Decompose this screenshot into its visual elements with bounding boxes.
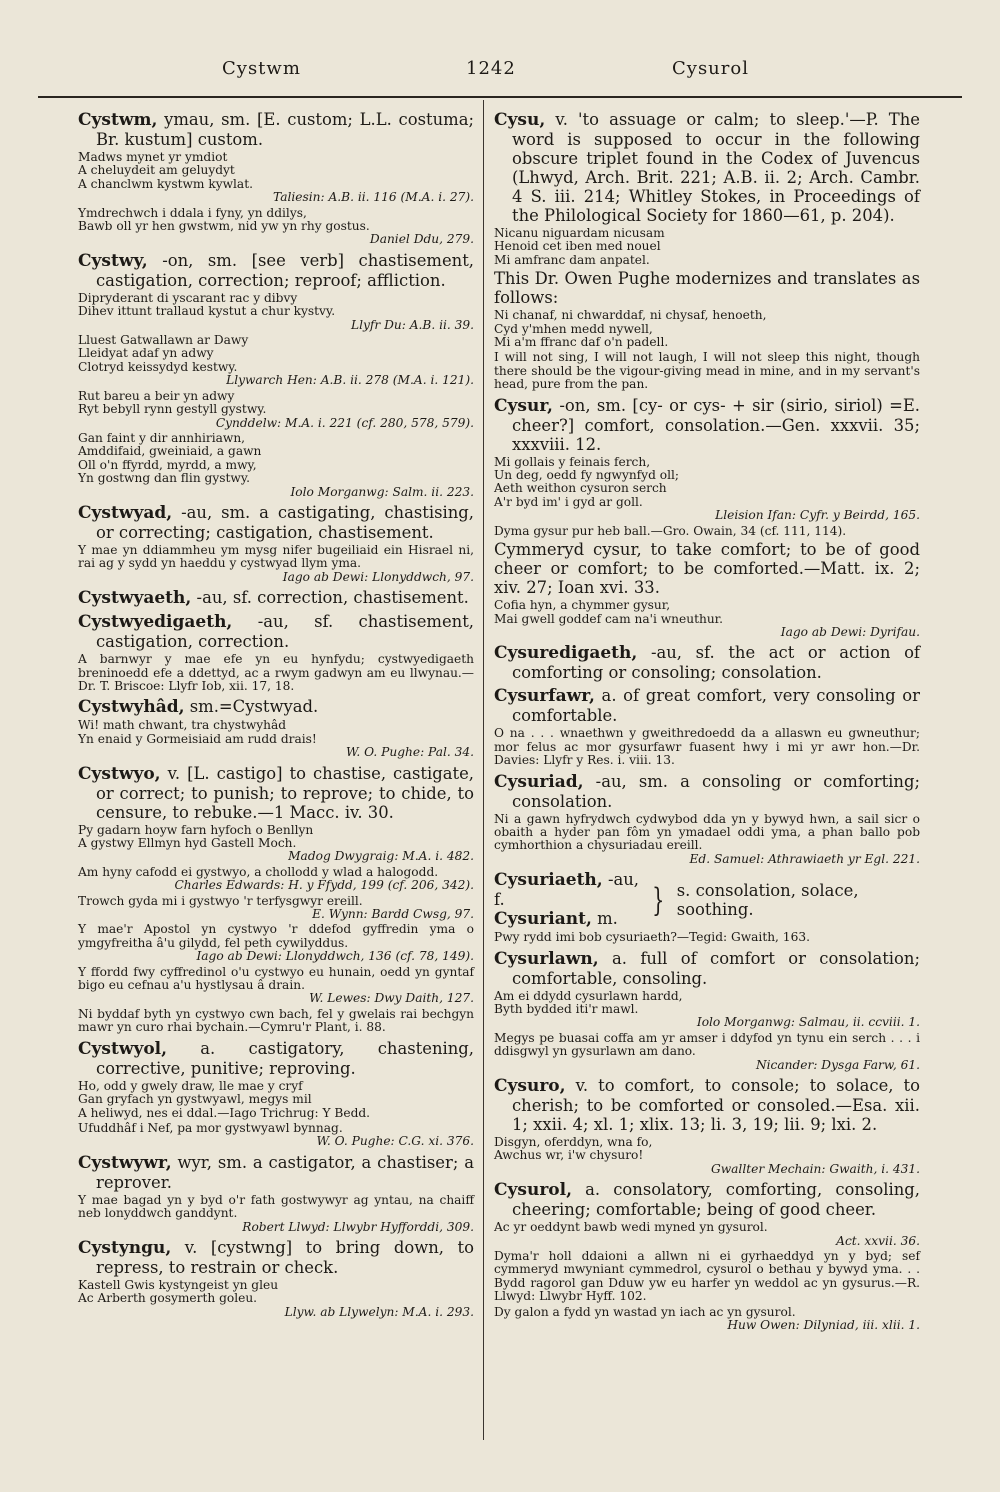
- grammar: m.: [597, 909, 618, 929]
- column-divider: [483, 100, 484, 1440]
- quotation: [78, 966, 474, 1006]
- citation: Gwallter Mechain: Gwaith, i. 431.: [710, 1161, 920, 1176]
- definition: -au, sf. the act or action of comforting or consoling; consolation.: [512, 643, 920, 683]
- headword: Cysuredigaeth,: [494, 643, 638, 664]
- quotation-line: Megys pe buasai coffa am yr amser i ddyfod yn tynu ein serch . . . i ddisgwyl yn gysurlawn am dano.: [494, 1030, 920, 1059]
- quotation-line: Am ei ddydd cysurlawn hardd,: [494, 988, 683, 1003]
- quotation: [78, 1122, 474, 1149]
- quotation-line: Disgyn, oferddyn, wna fo,: [494, 1135, 653, 1149]
- definition: v. [cystwng] to bring down, to repress, to restrain or check.: [96, 1237, 474, 1277]
- quotation: [494, 931, 920, 944]
- quotation: [78, 390, 474, 430]
- dictionary-entry: [494, 949, 920, 988]
- headword: Cystwyhâd,: [78, 697, 185, 718]
- dictionary-entry: [494, 1180, 920, 1219]
- quotation-line: Ymdrechwch i ddala i fyny, yn ddilys,: [78, 205, 307, 220]
- headword-row: [494, 870, 642, 909]
- quotation-line: Ufuddhâf i Nef, pa mor gystwyawl bynnag.: [78, 1120, 343, 1135]
- quotation: [78, 923, 474, 963]
- quotation: [494, 351, 920, 391]
- quotation: [78, 653, 474, 693]
- quotation-line: Y mae yn ddiammheu ym mysg nifer bugeiliaid ein Hisrael ni, rai ag y sydd yn haeddu y cystwyad llym yma.: [78, 542, 474, 571]
- quotation-line: A barnwyr y mae efe yn eu hynfydu; cystwyedigaeth breninoedd efe a ddettyd, ac a rwym gadwyn am eu llwynau.—Dr. T. Briscoe: Llyfr Iob, xii. 17, 18.: [78, 652, 474, 693]
- header-rule: [38, 96, 962, 98]
- citation: Taliesin: A.B. ii. 116 (M.A. i. 27).: [273, 190, 474, 205]
- quotation: [78, 544, 474, 584]
- headword: Cysurfawr,: [494, 686, 595, 707]
- quotation-line: Dihev ittunt trallaud kystut a chur kystvy.: [78, 304, 336, 319]
- dictionary-entry: [78, 588, 474, 608]
- entry-note: This Dr. Owen Pughe modernizes and translates as follows:: [494, 269, 920, 308]
- citation: Llywarch Hen: A.B. ii. 278 (M.A. i. 121).: [226, 373, 474, 388]
- quotation: [494, 309, 920, 349]
- quotation: [78, 151, 474, 205]
- quotation: [78, 1008, 474, 1035]
- dictionary-entry: [78, 110, 474, 149]
- quotation-line: Y ffordd fwy cyffredinol o'u cystwyo eu hunain, oedd yn gyntaf bigo eu cefnau a'u hystlysau â drain.: [78, 964, 474, 993]
- headword: Cystwy,: [78, 250, 148, 271]
- headword: Cystwyo,: [78, 763, 161, 784]
- quotation: [78, 1194, 474, 1234]
- definition: -au, sm. a consoling or comforting; consolation.: [512, 771, 920, 811]
- quotation-line: Dipryderant di yscarant rac y dibvy: [78, 290, 298, 305]
- quotation: [78, 1279, 474, 1319]
- dictionary-entry: [78, 503, 474, 542]
- dictionary-entry: [78, 1153, 474, 1192]
- quotation-line: Ni a gawn hyfrydwch cydwybod dda yn y bywyd hwn, a sail sicr o obaith a hyder pan fôm yn ymadael oddi yma, a phan ballo pob cymhorthion a chysuriadau ereill.: [494, 811, 920, 853]
- headword: Cystwyaeth,: [78, 588, 192, 609]
- quotation-line: Mi a'm ffranc daf o'n padell.: [494, 335, 669, 350]
- definition: -au, sf. chastisement, castigation, correction.: [96, 612, 474, 652]
- quotation-line: Y mae bagad yn y byd o'r fath gostwywyr ag yntau, na chaiff neb lonyddwch ganddynt.: [78, 1192, 474, 1221]
- dictionary-entry: [494, 1076, 920, 1134]
- grammar: -au, f.: [494, 870, 640, 910]
- page-number: 1242: [466, 58, 516, 79]
- quotation-line: A'r byd im' i gyd ar goll.: [494, 494, 643, 509]
- quotation: [494, 1136, 920, 1176]
- citation: Huw Owen: Dilyniad, iii. xlii. 1.: [727, 1318, 920, 1333]
- quotation-line: Pwy rydd imi bob cysuriaeth?—Tegid: Gwaith, 163.: [494, 930, 810, 945]
- quotation-line: Cofia hyn, a chymmer gysur,: [494, 598, 671, 613]
- quotation-line: O na . . . wnaethwn y gweithredoedd da a allaswn eu gwneuthur; mor felus ac mor gysurfawr fuasent hwy i mi yr awr hon.—Dr. Davies: Llyfr y Res. i. viii. 13.: [494, 726, 920, 768]
- quotation-line: Gan gryfach yn gystwyawl, megys mil: [78, 1092, 312, 1107]
- quotation-line: Nicanu niguardam nicusam: [494, 226, 665, 240]
- citation: Iago ab Dewi: Llonyddwch, 136 (cf. 78, 149).: [196, 949, 474, 964]
- citation: Iago ab Dewi: Dyrifau.: [780, 624, 920, 639]
- quotation: [494, 1032, 920, 1072]
- quotation: [494, 1250, 920, 1304]
- quotation: [494, 990, 920, 1030]
- quotation-line: I will not sing, I will not laugh, I will not sleep this night, though there should be the vigour-giving mead in mine, and in my servant's head, pure from the pan.: [494, 350, 920, 392]
- quotation-line: Un deg, oedd fy ngwynfyd oll;: [494, 468, 679, 483]
- citation: Cynddelw: M.A. i. 221 (cf. 280, 578, 579).: [215, 415, 474, 430]
- dictionary-entry: [78, 251, 474, 290]
- paired-headwords: [494, 870, 642, 929]
- quotation-line: Awchus wr, i'w chysuro!: [494, 1148, 644, 1163]
- headword: Cysurol,: [494, 1180, 573, 1201]
- quotation: [494, 525, 920, 538]
- quotation-line: Ac Arberth gosymerth goleu.: [78, 1291, 258, 1306]
- quotation: [494, 227, 920, 267]
- dictionary-entry: [78, 612, 474, 651]
- quotation-line: A heliwyd, nes ei ddal.—Iago Trichrug: Y Bedd.: [78, 1105, 371, 1120]
- headword: Cysuriant,: [494, 909, 592, 930]
- quotation-line: Dyma gysur pur heb ball.—Gro. Owain, 34 (cf. 111, 114).: [494, 523, 847, 538]
- definition: a. castigatory, chastening, corrective, punitive; reproving.: [96, 1038, 474, 1078]
- quotation-line: Bawb oll yr hen gwstwm, nid yw yn rhy gostus.: [78, 219, 370, 234]
- citation: E. Wynn: Bardd Cwsg, 97.: [312, 907, 474, 922]
- quotation: [494, 1221, 920, 1248]
- dictionary-entry: [494, 772, 920, 811]
- quotation-line: Am hyny cafodd ei gystwyo, a chollodd y wlad a halogodd.: [78, 864, 439, 879]
- quotation-line: Trowch gyda mi i gystwyo 'r terfysgwyr ereill.: [78, 893, 363, 908]
- headword: Cystwywr,: [78, 1152, 172, 1173]
- citation: Charles Edwards: H. y Ffydd, 199 (cf. 206, 342).: [174, 878, 474, 893]
- quotation-line: Ni byddaf byth yn cystwyo cwn bach, fel y gwelais rai bechgyn mawr yn curo rhai bychain.—Cymru'r Plant, i. 88.: [78, 1006, 474, 1035]
- quotation-line: Yn enaid y Gormeisiaid am rudd drais!: [78, 731, 317, 746]
- citation: Ed. Samuel: Athrawiaeth yr Egl. 221.: [689, 851, 920, 866]
- definition: a. consolatory, comforting, consoling, cheering; comfortable; being of good cheer.: [512, 1180, 920, 1220]
- dictionary-entry: [78, 1238, 474, 1277]
- quotation: [78, 432, 474, 499]
- quotation-line: Y mae'r Apostol yn cystwyo 'r ddefod gyffredin yma o ymgyfreitha â'u gilydd, fel peth cywilyddus.: [78, 922, 474, 950]
- citation: Act. xxvii. 36.: [836, 1233, 920, 1248]
- quotation: [494, 1306, 920, 1333]
- definition: v. 'to assuage or calm; to sleep.'—P. The word is supposed to occur in the following obscure triplet found in the Codex of Juvencus (Lhwyd, Arch. Brit. 221; A.B. ii. 2; Arch. Cambr. 4 S. iii. 214; Whitley Stokes, in Proceedings of the Philological Society for 1860—61, p. 204).: [512, 110, 920, 225]
- quotation: [78, 866, 474, 893]
- citation: Iago ab Dewi: Llonyddwch, 97.: [282, 569, 474, 584]
- quotation-line: Mi amfranc dam anpatel.: [494, 252, 650, 267]
- citation: W. Lewes: Dwy Daith, 127.: [309, 991, 474, 1006]
- dictionary-entry: [494, 396, 920, 454]
- quotation-line: Py gadarn hoyw farn hyfoch o Benllyn: [78, 822, 314, 837]
- quotation-line: Yn gostwng dan flin gystwy.: [78, 471, 250, 486]
- quotation-line: A cheluydeit am geluydyt: [78, 163, 235, 178]
- quotation-line: Lleidyat adaf yn adwy: [78, 346, 214, 361]
- quotation-line: Mi gollais y feinais ferch,: [494, 454, 651, 469]
- definition: v. [L. castigo] to chastise, castigate, or correct; to punish; to reprove; to chide, to censure, to rebuke.—1 Macc. iv. 30.: [96, 763, 474, 822]
- quotation-line: Ni chanaf, ni chwarddaf, ni chysaf, henoeth,: [494, 308, 767, 323]
- quotation: [494, 813, 920, 867]
- running-head-left: Cystwm: [222, 58, 301, 79]
- definition: -au, sf. correction, chastisement.: [196, 588, 469, 608]
- quotation-line: Aeth weithon cysuron serch: [494, 481, 667, 496]
- quotation-line: Cyd y'mhen medd nywell,: [494, 321, 653, 336]
- definition: s. consolation, solace, soothing.: [676, 880, 859, 919]
- citation: W. O. Pughe: C.G. xi. 376.: [316, 1134, 474, 1149]
- quotation: [78, 1080, 474, 1120]
- headword: Cysu,: [494, 110, 546, 130]
- quotation: [494, 599, 920, 639]
- citation: Madog Dwygraig: M.A. i. 482.: [288, 849, 474, 864]
- quotation: [78, 292, 474, 332]
- quotation-line: Gan faint y dir annhiriawn,: [78, 430, 246, 445]
- quotation-line: Lluest Gatwallawn ar Dawy: [78, 333, 249, 348]
- quotation-line: Kastell Gwis kystyngeist yn gleu: [78, 1277, 279, 1292]
- quotation-line: Ac yr oeddynt bawb wedi myned yn gysurol.: [494, 1220, 768, 1235]
- brace: }: [652, 880, 665, 919]
- definition: v. to comfort, to console; to solace, to cherish; to be comforted or consoled.—Esa. xii. 1; xxii. 4; xl. 1; xlix. 13; li. 3, 19; lii. 9; lxi. 2.: [512, 1076, 920, 1134]
- citation: Robert Llwyd: Llwybr Hyfforddi, 309.: [242, 1219, 474, 1234]
- quotation-line: Dy galon a fydd yn wastad yn iach ac yn gysurol.: [494, 1304, 796, 1319]
- quotation-line: Madws mynet yr ymdiot: [78, 150, 228, 164]
- citation: Llyw. ab Llywelyn: M.A. i. 293.: [284, 1304, 474, 1319]
- quotation: [78, 719, 474, 759]
- quotation-line: Henoid cet iben med nouel: [494, 239, 661, 254]
- quotation-line: Byth bydded iti'r mawl.: [494, 1001, 639, 1016]
- citation: Llyfr Du: A.B. ii. 39.: [351, 317, 474, 332]
- left-column: [78, 106, 474, 1321]
- quotation-line: Wi! math chwant, tra chystwyhâd: [78, 718, 287, 733]
- headword: Cysurlawn,: [494, 948, 599, 969]
- definition: -on, sm. [cy- or cys- + sir (sirio, siriol) =E. cheer?] comfort, consolation.—Gen. xxxvii. 35; xxxviii. 12.: [512, 395, 920, 454]
- quotation-line: Ho, odd y gwely draw, lle mae y cryf: [78, 1078, 303, 1093]
- dictionary-entry: [78, 764, 474, 822]
- headword: Cysuriaeth,: [494, 870, 603, 891]
- definition: a. of great comfort, very consoling or comfortable.: [512, 686, 920, 726]
- quotation-line: Oll o'n ffyrdd, myrdd, a mwy,: [78, 457, 257, 472]
- quotation-line: A chanclwm kystwm kywlat.: [78, 176, 253, 191]
- quotation: [78, 824, 474, 864]
- citation: W. O. Pughe: Pal. 34.: [345, 745, 474, 760]
- quotation-line: Ryt bebyll rynn gestyll gystwy.: [78, 402, 267, 417]
- citation: Lleision Ifan: Cyfr. y Beirdd, 165.: [715, 508, 920, 523]
- dictionary-entry: [494, 110, 920, 225]
- right-column: [494, 106, 920, 1334]
- running-head-right: Cysurol: [672, 58, 749, 79]
- headword: Cystwyad,: [78, 502, 173, 523]
- quotation-line: Mai gwell goddef cam na'i wneuthur.: [494, 611, 724, 626]
- headword: Cysuriad,: [494, 771, 584, 792]
- quotation: [494, 727, 920, 767]
- definition: wyr, sm. a castigator, a chastiser; a reprover.: [96, 1152, 474, 1192]
- quotation: [494, 456, 920, 523]
- headword: Cystwyedigaeth,: [78, 612, 233, 633]
- quotation-line: Amddifaid, gweiniaid, a gawn: [78, 444, 262, 459]
- definition: -on, sm. [see verb] chastisement, castigation, correction; reproof; affliction.: [96, 250, 474, 290]
- entry-note: Cymmeryd cysur, to take comfort; to be of good cheer or comfort; to be comforted.—Matt. ix. 2; xiv. 27; Ioan xvi. 33.: [494, 540, 920, 598]
- headword: Cysur,: [494, 395, 553, 416]
- dictionary-entry: [494, 643, 920, 682]
- definition: sm.=Cystwyad.: [189, 697, 319, 717]
- definition: ymau, sm. [E. custom; L.L. costuma; Br. kustum] custom.: [96, 110, 474, 149]
- citation: Daniel Ddu, 279.: [369, 232, 474, 247]
- headword: Cystyngu,: [78, 1237, 172, 1258]
- quotation: [78, 334, 474, 388]
- headword: Cystwyol,: [78, 1038, 168, 1059]
- definition: -au, sm. a castigating, chastising, or correcting; castigation, chastisement.: [96, 502, 474, 542]
- citation: Iolo Morganwg: Salm. ii. 223.: [290, 484, 474, 499]
- citation: Nicander: Dysga Farw, 61.: [755, 1057, 920, 1072]
- quotation-line: Rut bareu a beir yn adwy: [78, 388, 235, 403]
- quotation-line: A gystwy Ellmyn hyd Gastell Moch.: [78, 836, 297, 850]
- headword: Cysuro,: [494, 1076, 566, 1096]
- quotation-line: Dyma'r holl ddaioni a allwn ni ei gyrhaeddyd yn y byd; sef cymmeryd mwyniant cymmedrol, cysurol o bethau y bywyd yma. . . Bydd ragorol gan Dduw yw eu harfer yn weddol ac yn gysurus.—R. Llwyd: Llwybr Hyff. 102.: [494, 1249, 920, 1304]
- headword-row: [494, 909, 642, 929]
- quotation: [78, 895, 474, 922]
- quotation: [78, 207, 474, 247]
- dictionary-entry: [494, 686, 920, 725]
- dictionary-entry: [78, 1039, 474, 1078]
- definition: a. full of comfort or consolation; comfortable, consoling.: [512, 948, 920, 988]
- entry-pair: [494, 870, 920, 929]
- quotation-line: Clotryd keissydyd kestwy.: [78, 359, 238, 374]
- citation: Iolo Morganwg: Salmau, ii. ccviii. 1.: [696, 1015, 920, 1030]
- dictionary-entry: [78, 697, 474, 717]
- headword: Cystwm,: [78, 110, 158, 130]
